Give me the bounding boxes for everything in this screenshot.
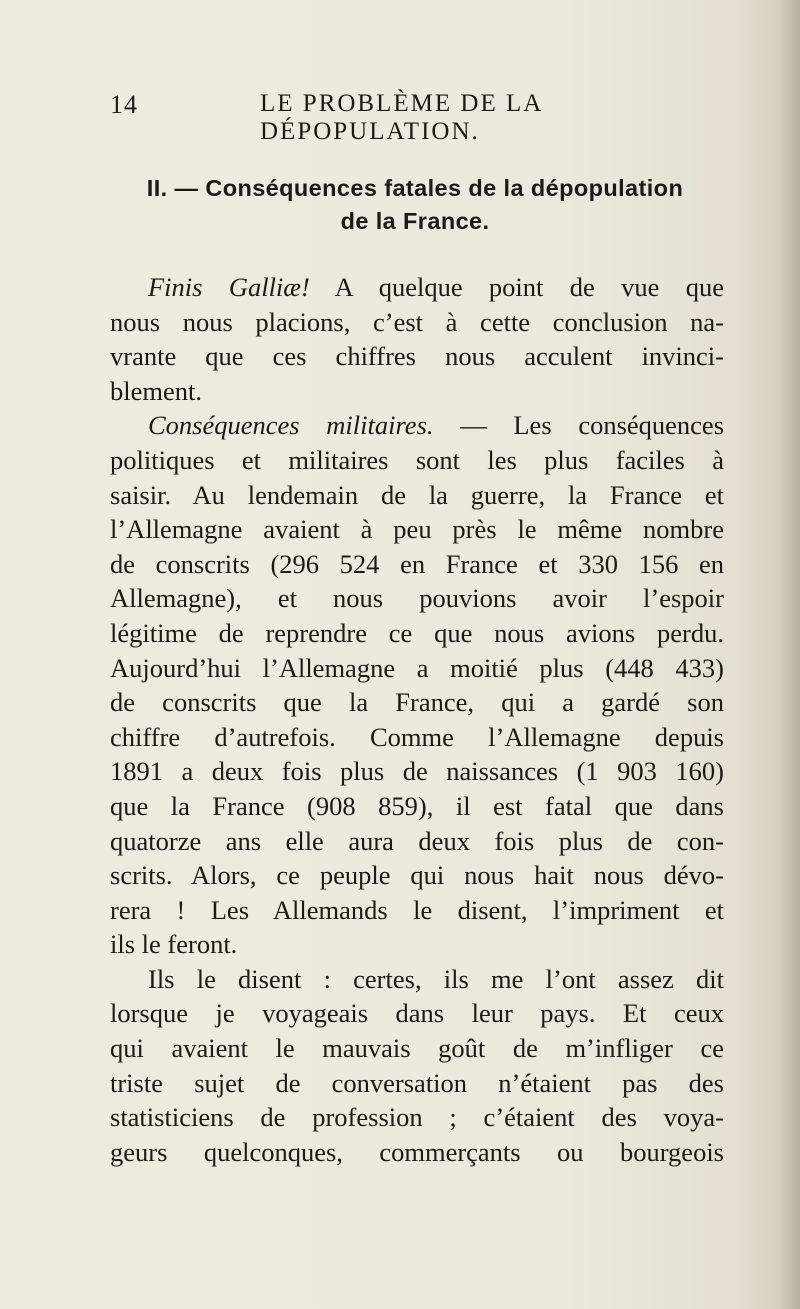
text-line: Finis Galliæ! A quelque point de vue que [148, 272, 724, 302]
section-heading-line: de la France. [340, 208, 490, 234]
body-text [110, 270, 724, 1169]
text-line: que la France (908 859), il est fatal que dans [110, 790, 724, 821]
text-line: de conscrits que la France, qui a gardé son [110, 687, 724, 718]
section-heading [110, 172, 720, 238]
paragraph [110, 408, 724, 962]
text-line: politiques et militaires sont les plus faciles à [110, 444, 724, 475]
text-line: vrante que ces chiffres nous acculent invinci- [110, 341, 724, 372]
text-line: l’Allemagne avaient à peu près le même nombre [110, 514, 724, 545]
section-heading-line: II. — Conséquences fatales de la dépopulation [146, 175, 684, 201]
text-line: qui avaient le mauvais goût de m’infliger ce [110, 1033, 724, 1064]
paragraph [110, 270, 724, 408]
text-line: chiffre d’autrefois. Comme l’Allemagne depuis [110, 721, 724, 752]
italic-phrase: Finis Galliæ! [148, 272, 310, 302]
text-line: Conséquences militaires. — Les conséquences [148, 410, 725, 441]
text-line: ils le feront. [110, 929, 238, 960]
text-line: lorsque je voyageais dans leur pays. Et ceux [110, 998, 724, 1029]
text-line: légitime de reprendre ce que nous avions perdu. [110, 617, 724, 648]
text-line: rera ! Les Allemands le disent, l’impriment et [110, 894, 724, 925]
text-line: Aujourd’hui l’Allemagne a moitié plus (448 433) [110, 652, 724, 683]
running-title: LE PROBLÈME DE LA DÉPOPULATION. [260, 90, 542, 145]
text-line: triste sujet de conversation n’étaient pas des [110, 1067, 724, 1098]
running-header [110, 90, 710, 145]
page-edge-shadow [778, 0, 800, 1309]
text-line: de conscrits (296 524 en France et 330 156 en [110, 548, 724, 579]
text-line: nous nous placions, c’est à cette conclusion na- [110, 306, 724, 337]
text-line: Ils le disent : certes, ils me l’ont assez dit [148, 963, 724, 994]
text-line: scrits. Alors, ce peuple qui nous hait nous dévo- [110, 860, 724, 891]
text-line: quatorze ans elle aura deux fois plus de con- [110, 825, 724, 856]
text-line: saisir. Au lendemain de la guerre, la France et [110, 479, 724, 510]
paragraph [110, 962, 724, 1170]
text-line: statisticiens de profession ; c’étaient des voya- [110, 1102, 724, 1133]
italic-phrase: Conséquences militaires. [148, 410, 434, 441]
page-number: 14 [110, 90, 138, 119]
text-line: geurs quelconques, commerçants ou bourgeois [110, 1136, 724, 1167]
text-line: blement. [110, 375, 202, 406]
text-line: Allemagne), et nous pouvions avoir l’espoir [110, 583, 724, 614]
text-line: 1891 a deux fois plus de naissances (1 903 160) [110, 756, 724, 787]
